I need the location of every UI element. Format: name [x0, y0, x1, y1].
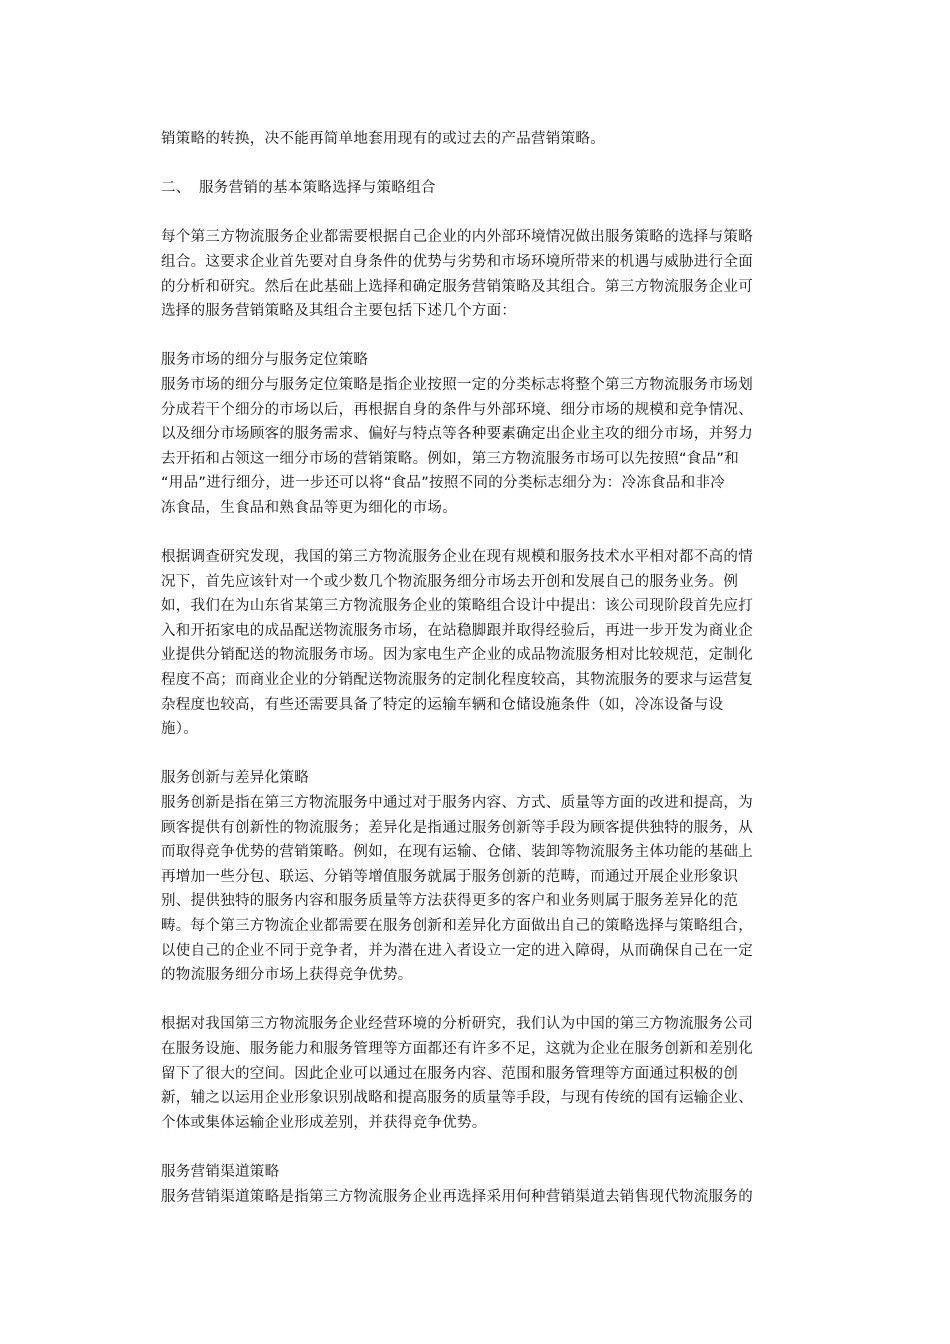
paragraph-line: 畴。每个第三方物流企业都需要在服务创新和差异化方面做出自己的策略选择与策略组合，: [161, 918, 753, 934]
subsection-title: 服务市场的细分与服务定位策略: [161, 352, 369, 369]
paragraph-line: 如，我们在为山东省某第三方物流服务企业的策略组合设计中提出：该公司现阶段首先应打: [161, 598, 753, 615]
paragraph-line: 以使自己的企业不同于竞争者，并为潜在进入者设立一定的进入障碍，从而确保自己在一定: [161, 942, 753, 959]
paragraph-line: 分成若干个细分的市场以后，再根据自身的条件与外部环境、细分市场的规模和竞争情况、: [161, 401, 753, 418]
intro-paragraph: [161, 225, 801, 323]
paragraph-line: 入和开拓家电的成品配送物流服务市场，在站稳脚跟并取得经验后，再进一步开发为商业企: [161, 622, 753, 639]
spacer: [161, 324, 801, 349]
paragraph-line: 服务创新是指在第三方物流服务中通过对于服务内容、方式、质量等方面的改进和提高，为: [161, 795, 753, 812]
paragraph-line: 业提供分销配送的物流服务市场。因为家电生产企业的成品物流服务相对比较规范，定制化: [161, 647, 753, 664]
subsection-2-paragraph-2: [161, 1012, 801, 1135]
paragraph-line: 服务营销渠道策略是指第三方物流服务企业再选择采用何种营销渠道去销售现代物流服务的: [161, 1188, 753, 1205]
subsection-1-paragraph-1: [161, 373, 801, 521]
paragraph-line: 留下了很大的空间。因此企业可以通过在服务内容、范围和服务管理等方面通过积极的创: [161, 1065, 739, 1082]
paragraph-line: 冻食品，生食品和熟食品等更为细化的市场。: [161, 499, 457, 516]
paragraph-line: 以及细分市场顾客的服务需求、偏好与特点等各种要素确定出企业主攻的细分市场，并努力: [161, 426, 753, 443]
paragraph-line: 个体或集体运输企业形成差别，并获得竞争优势。: [161, 1114, 487, 1131]
paragraph-line: 别、提供独特的服务内容和服务质量等方法获得更多的客户和业务则属于服务差异化的范: [161, 893, 739, 910]
paragraph-line: “用品”进行细分，进一步还可以将“食品”按照不同的分类标志细分为：冷冻食品和非冷: [161, 475, 726, 492]
spacer: [161, 1135, 801, 1160]
paragraph-line: 况下，首先应该针对一个或少数几个物流服务细分市场去开创和发展自己的服务业务。例: [161, 573, 739, 590]
subsection-3-paragraph-1: [161, 1185, 801, 1210]
document-body: [161, 127, 801, 1209]
paragraph-line: 服务市场的细分与服务定位策略是指企业按照一定的分类标志将整个第三方物流服务市场划: [161, 376, 753, 393]
paragraph-line: 根据调查研究发现，我国的第三方物流服务企业在现有规模和服务技术水平相对都不高的情: [161, 549, 753, 566]
section-title: 服务营销的基本策略选择与策略组合: [199, 180, 436, 197]
paragraph-line: 施）。: [161, 721, 199, 738]
paragraph-line: 选择的服务营销策略及其组合主要包括下述几个方面：: [161, 303, 517, 320]
paragraph-line: 的物流服务细分市场上获得竞争优势。: [161, 967, 413, 984]
paragraph-line: 每个第三方物流服务企业都需要根据自己企业的内外部环境情况做出服务策略的选择与策略: [161, 229, 753, 246]
paragraph-line: 在服务设施、服务能力和服务管理等方面都还有许多不足，这就为企业在服务创新和差别化: [161, 1040, 753, 1057]
spacer: [161, 152, 801, 177]
spacer: [161, 988, 801, 1013]
paragraph-line: 杂程度也较高，有些还需要具备了特定的运输车辆和仓储设施条件（如，冷冻设备与设: [161, 696, 724, 713]
paragraph-line: 而取得竞争优势的营销策略。例如，在现有运输、仓储、装卸等物流服务主体功能的基础上: [161, 844, 753, 861]
section-number: 二、: [161, 180, 191, 197]
paragraph-line: 新，辅之以运用企业形象识别战略和提高服务的质量等手段，与现有传统的国有运输企业、: [161, 1090, 753, 1107]
section-heading: [161, 176, 801, 201]
paragraph-line: 顾客提供有创新性的物流服务；差异化是指通过服务创新等手段为顾客提供独特的服务，从: [161, 819, 753, 836]
spacer: [161, 521, 801, 546]
paragraph-line: 根据对我国第三方物流服务企业经营环境的分析研究，我们认为中国的第三方物流服务公司: [161, 1016, 753, 1033]
paragraph-line: 程度不高；而商业企业的分销配送物流服务的定制化程度较高，其物流服务的要求与运营复: [161, 672, 753, 689]
subsection-title: 服务营销渠道策略: [161, 1163, 280, 1180]
subsection-title: 服务创新与差异化策略: [161, 770, 309, 787]
paragraph-line: 的分析和研究。然后在此基础上选择和确定服务营销策略及其组合。第三方物流服务企业可: [161, 278, 753, 295]
paragraph-line: 去开拓和占领这一细分市场的营销策略。例如，第三方物流服务市场可以先按照“食品”和: [161, 450, 740, 467]
subsection-2-paragraph-1: [161, 791, 801, 988]
subsection-1-paragraph-2: [161, 545, 801, 742]
spacer: [161, 742, 801, 767]
continuation-line: 销策略的转换，决不能再简单地套用现有的或过去的产品营销策略。: [161, 131, 605, 147]
paragraph-line: 组合。这要求企业首先要对自身条件的优势与劣势和市场环境所带来的机遇与威胁进行全面: [161, 253, 753, 270]
paragraph-line: 再增加一些分包、联运、分销等增值服务就属于服务创新的范畴，而通过开展企业形象识: [161, 868, 739, 885]
spacer: [161, 201, 801, 226]
